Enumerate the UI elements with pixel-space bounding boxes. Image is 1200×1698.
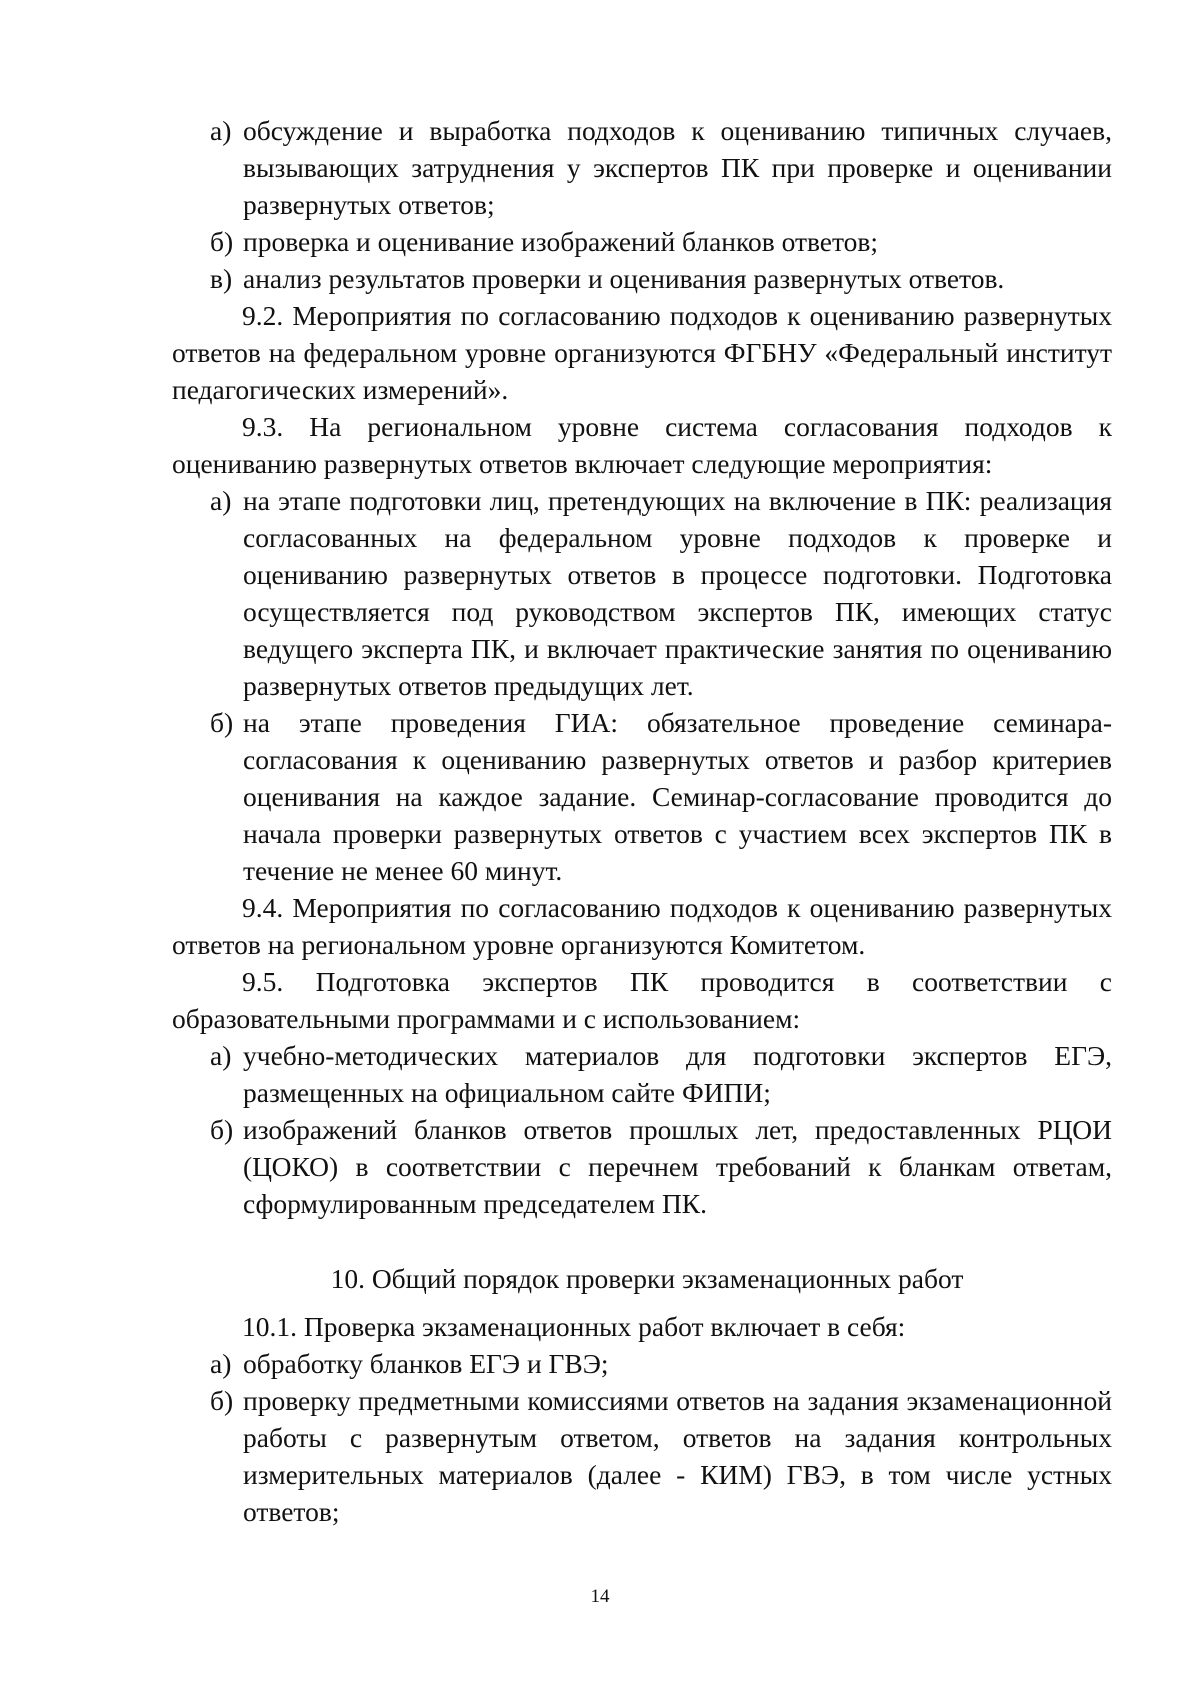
list-item [172,260,1112,297]
list-item-text: учебно-методических материалов для подготовки экспертов ЕГЭ, размещенных на официальном сайте ФИПИ; [243,1040,1112,1108]
list-item-text: на этапе подготовки лиц, претендующих на включение в ПК: реализация согласованных на федеральном уровне подходов к проверке и оцениванию развернутых ответов в процессе подготовки. Подготовка осуществляется под руководством экспертов ПК, имеющих статус ведущего эксперта ПК, и включает практические занятия по оцениванию развернутых ответов предыдущих лет. [243,485,1112,701]
list-item [172,1382,1112,1530]
list-marker: а) [210,485,232,516]
paragraph-9-5: 9.5. Подготовка экспертов ПК проводится в соответствии с образовательными программами и с использованием: [172,966,1112,1034]
list-marker: в) [210,263,233,294]
list-item-text: анализ результатов проверки и оценивания развернутых ответов. [243,263,1005,294]
page-body [172,112,1112,1530]
list-marker: б) [210,226,234,257]
list-item-text: обсуждение и выработка подходов к оцениванию типичных случаев, вызывающих затруднения у экспертов ПК при проверке и оценивании развернутых ответов; [243,115,1112,220]
list-item [172,704,1112,889]
list-marker: а) [210,115,232,146]
list-item [172,223,1112,260]
paragraph-9-2: 9.2. Мероприятия по согласованию подходов к оцениванию развернутых ответов на федеральном уровне организуются ФГБНУ «Федеральный институт педагогических измерений». [172,300,1112,405]
paragraph-10-1: 10.1. Проверка экзаменационных работ включает в себя: [242,1311,906,1342]
list-marker: б) [210,1114,234,1145]
paragraph-9-3: 9.3. На региональном уровне система согласования подходов к оцениванию развернутых ответов включает следующие мероприятия: [172,411,1112,479]
list-item [172,482,1112,704]
list-marker: б) [210,1385,234,1416]
list-item-text: проверку предметными комиссиями ответов на задания экзаменационной работы с развернутым ответом, ответов на задания контрольных измерительных материалов (далее - КИМ) ГВЭ, в том числе устных ответов; [243,1385,1112,1527]
list-marker: б) [210,707,234,738]
list-item [172,1111,1112,1222]
list-item [172,112,1112,223]
list-item-text: изображений бланков ответов прошлых лет, предоставленных РЦОИ (ЦОКО) в соответствии с перечнем требований к бланкам ответам, сформулированным председателем ПК. [243,1114,1112,1219]
list-item-text: на этапе проведения ГИА: обязательное проведение семинара-согласования к оцениванию развернутых ответов и разбор критериев оценивания на каждое задание. Семинар-согласование проводится до начала проверки развернутых ответов с участием всех экспертов ПК в течение не менее 60 минут. [243,707,1112,886]
list-marker: а) [210,1348,232,1379]
section-heading: 10. Общий порядок проверки экзаменационных работ [330,1263,964,1294]
list-marker: а) [210,1040,232,1071]
list-item [172,1345,1112,1382]
list-item [172,1037,1112,1111]
list-item-text: обработку бланков ЕГЭ и ГВЭ; [243,1348,609,1379]
list-item-text: проверка и оценивание изображений бланков ответов; [243,226,879,257]
page-number: 14 [590,1586,610,1607]
paragraph-9-4: 9.4. Мероприятия по согласованию подходов к оцениванию развернутых ответов на региональном уровне организуются Комитетом. [172,892,1112,960]
